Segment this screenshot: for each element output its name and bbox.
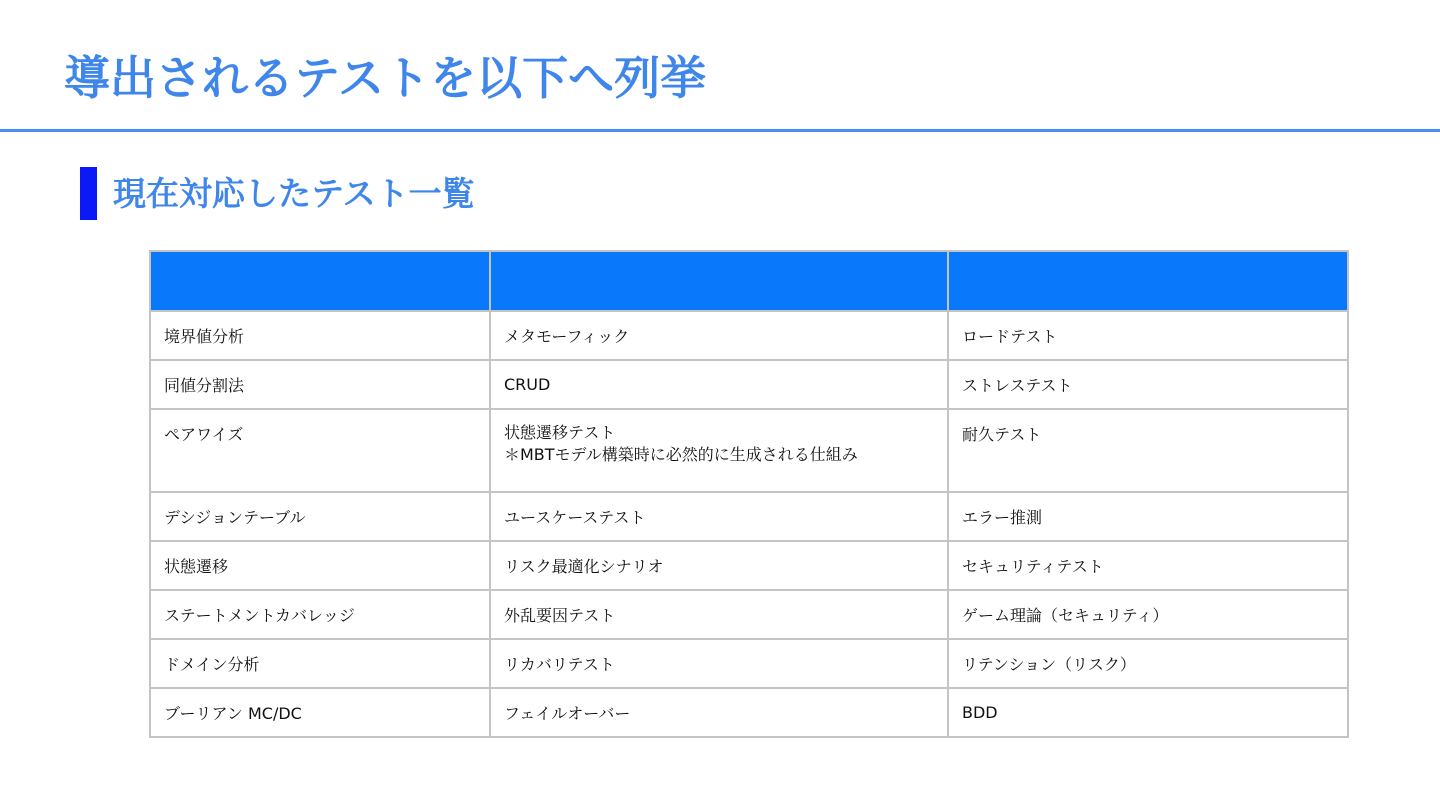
table-cell: リカバリテスト	[490, 639, 948, 688]
section-marker	[80, 167, 97, 220]
table-row	[150, 541, 1348, 590]
table-header-cell	[948, 251, 1348, 311]
table-cell: 耐久テスト	[948, 409, 1348, 492]
table-cell: ドメイン分析	[150, 639, 490, 688]
table-row	[150, 590, 1348, 639]
table-header-cell	[490, 251, 948, 311]
table-cell: BDD	[948, 688, 1348, 737]
table-cell: フェイルオーバー	[490, 688, 948, 737]
table-cell: メタモーフィック	[490, 311, 948, 360]
table-row	[150, 688, 1348, 737]
table-cell: セキュリティテスト	[948, 541, 1348, 590]
table-row	[150, 409, 1348, 492]
table-header-row	[150, 251, 1348, 311]
table-cell: ペアワイズ	[150, 409, 490, 492]
table-cell: ブーリアン MC/DC	[150, 688, 490, 737]
table-cell: リテンション（リスク）	[948, 639, 1348, 688]
table-cell	[490, 409, 948, 492]
table-row	[150, 360, 1348, 409]
table-row	[150, 639, 1348, 688]
test-list-table	[149, 250, 1349, 738]
table-cell: ステートメントカバレッジ	[150, 590, 490, 639]
table-cell: 外乱要因テスト	[490, 590, 948, 639]
table-cell: 境界値分析	[150, 311, 490, 360]
table-cell: ゲーム理論（セキュリティ）	[948, 590, 1348, 639]
cell-text: 状態遷移テスト	[504, 423, 616, 442]
title-divider	[0, 129, 1440, 132]
table-cell: ユースケーステスト	[490, 492, 948, 541]
slide-title: 導出されるテストを以下へ列挙	[64, 51, 707, 105]
table-cell: デシジョンテーブル	[150, 492, 490, 541]
table-cell: 状態遷移	[150, 541, 490, 590]
table-cell: ストレステスト	[948, 360, 1348, 409]
table-cell: CRUD	[490, 360, 948, 409]
table-cell: エラー推測	[948, 492, 1348, 541]
table-row	[150, 492, 1348, 541]
section-title: 現在対応したテスト一覧	[113, 174, 475, 213]
table-header-cell	[150, 251, 490, 311]
table-cell: ロードテスト	[948, 311, 1348, 360]
table-row	[150, 311, 1348, 360]
cell-note: ＊MBTモデル構築時に必然的に生成される仕組み	[504, 445, 858, 464]
table-cell: リスク最適化シナリオ	[490, 541, 948, 590]
table-cell: 同値分割法	[150, 360, 490, 409]
